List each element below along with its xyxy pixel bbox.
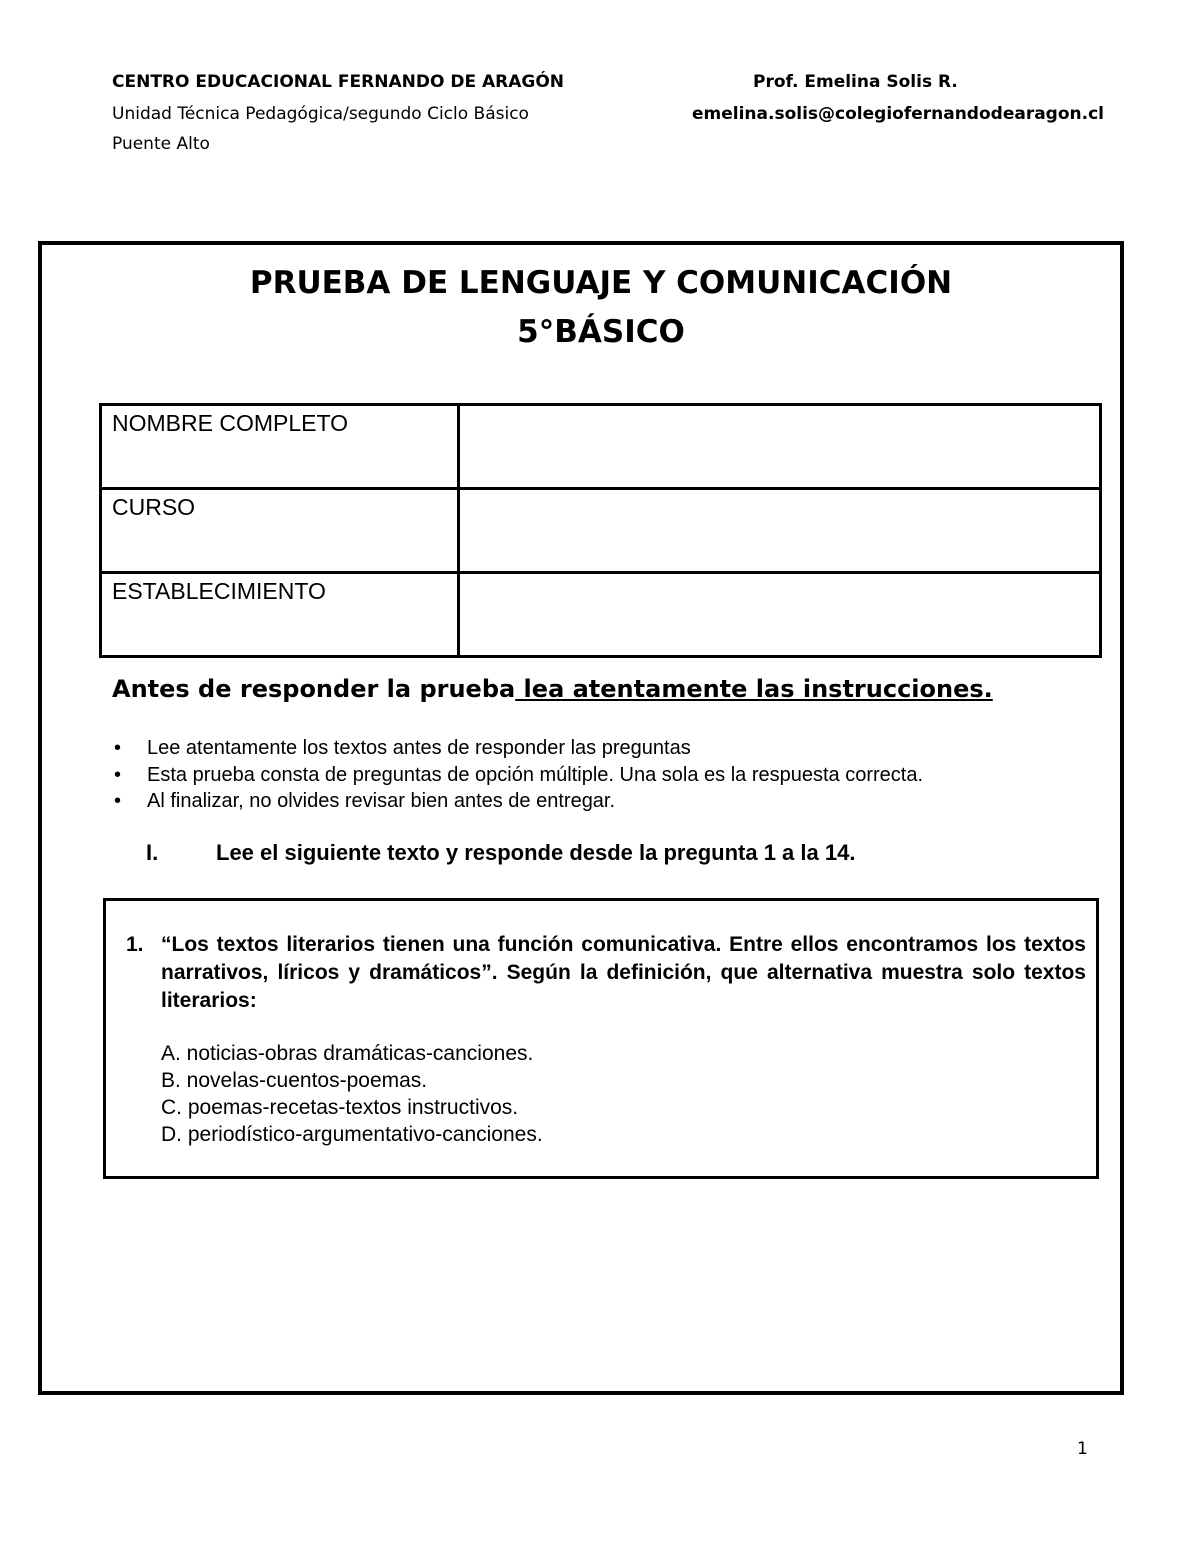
table-row: [101, 573, 1101, 657]
city-name: Puente Alto: [112, 134, 210, 154]
answer-options: [161, 1040, 543, 1148]
teacher-email: emelina.solis@colegiofernandodearagon.cl: [692, 104, 1104, 124]
instructions-list: [112, 735, 923, 815]
question-number: 1.: [126, 933, 144, 956]
option-a[interactable]: A. noticias-obras dramáticas-canciones.: [161, 1042, 534, 1065]
section-number: I.: [146, 840, 159, 865]
option-b[interactable]: B. novelas-cuentos-poemas.: [161, 1069, 428, 1092]
table-row: [101, 405, 1101, 489]
option-d[interactable]: D. periodístico-argumentativo-canciones.: [161, 1123, 543, 1146]
question-text: “Los textos literarios tienen una función comunicativa. Entre ellos encontramos los textos narrativos, líricos y dramáticos”. Según la definición, que alternativa muestra solo textos literarios:: [161, 933, 1086, 1012]
course-label: CURSO: [101, 489, 459, 573]
exam-grade: 5°BÁSICO: [517, 314, 685, 350]
option-c[interactable]: C. poemas-recetas-textos instructivos.: [161, 1096, 519, 1119]
school-field[interactable]: [459, 573, 1101, 657]
list-item: • Lee atentamente los textos antes de responder las preguntas: [112, 735, 923, 762]
list-item: • Al finalizar, no olvides revisar bien antes de entregar.: [112, 788, 923, 815]
section-heading: [146, 838, 855, 868]
school-label: ESTABLECIMIENTO: [101, 573, 459, 657]
name-field[interactable]: [459, 405, 1101, 489]
table-row: [101, 489, 1101, 573]
list-item: • Esta prueba consta de preguntas de opción múltiple. Una sola es la respuesta correcta.: [112, 762, 923, 789]
teacher-name: Prof. Emelina Solis R.: [753, 72, 958, 92]
instructions-heading-part1: Antes de responder la prueba: [112, 675, 516, 703]
course-field[interactable]: [459, 489, 1101, 573]
unit-name: Unidad Técnica Pedagógica/segundo Ciclo Básico: [112, 104, 529, 124]
page-number: 1: [1077, 1439, 1088, 1459]
name-label: NOMBRE COMPLETO: [101, 405, 459, 489]
instructions-heading-part2: lea atentamente las instrucciones.: [515, 675, 993, 703]
student-info-table: [99, 403, 1102, 658]
school-name: CENTRO EDUCACIONAL FERNANDO DE ARAGÓN: [112, 72, 565, 92]
exam-title: PRUEBA DE LENGUAJE Y COMUNICACIÓN: [249, 265, 953, 301]
section-text: Lee el siguiente texto y responde desde la pregunta 1 a la 14.: [216, 840, 856, 865]
instructions-heading: [112, 673, 993, 705]
